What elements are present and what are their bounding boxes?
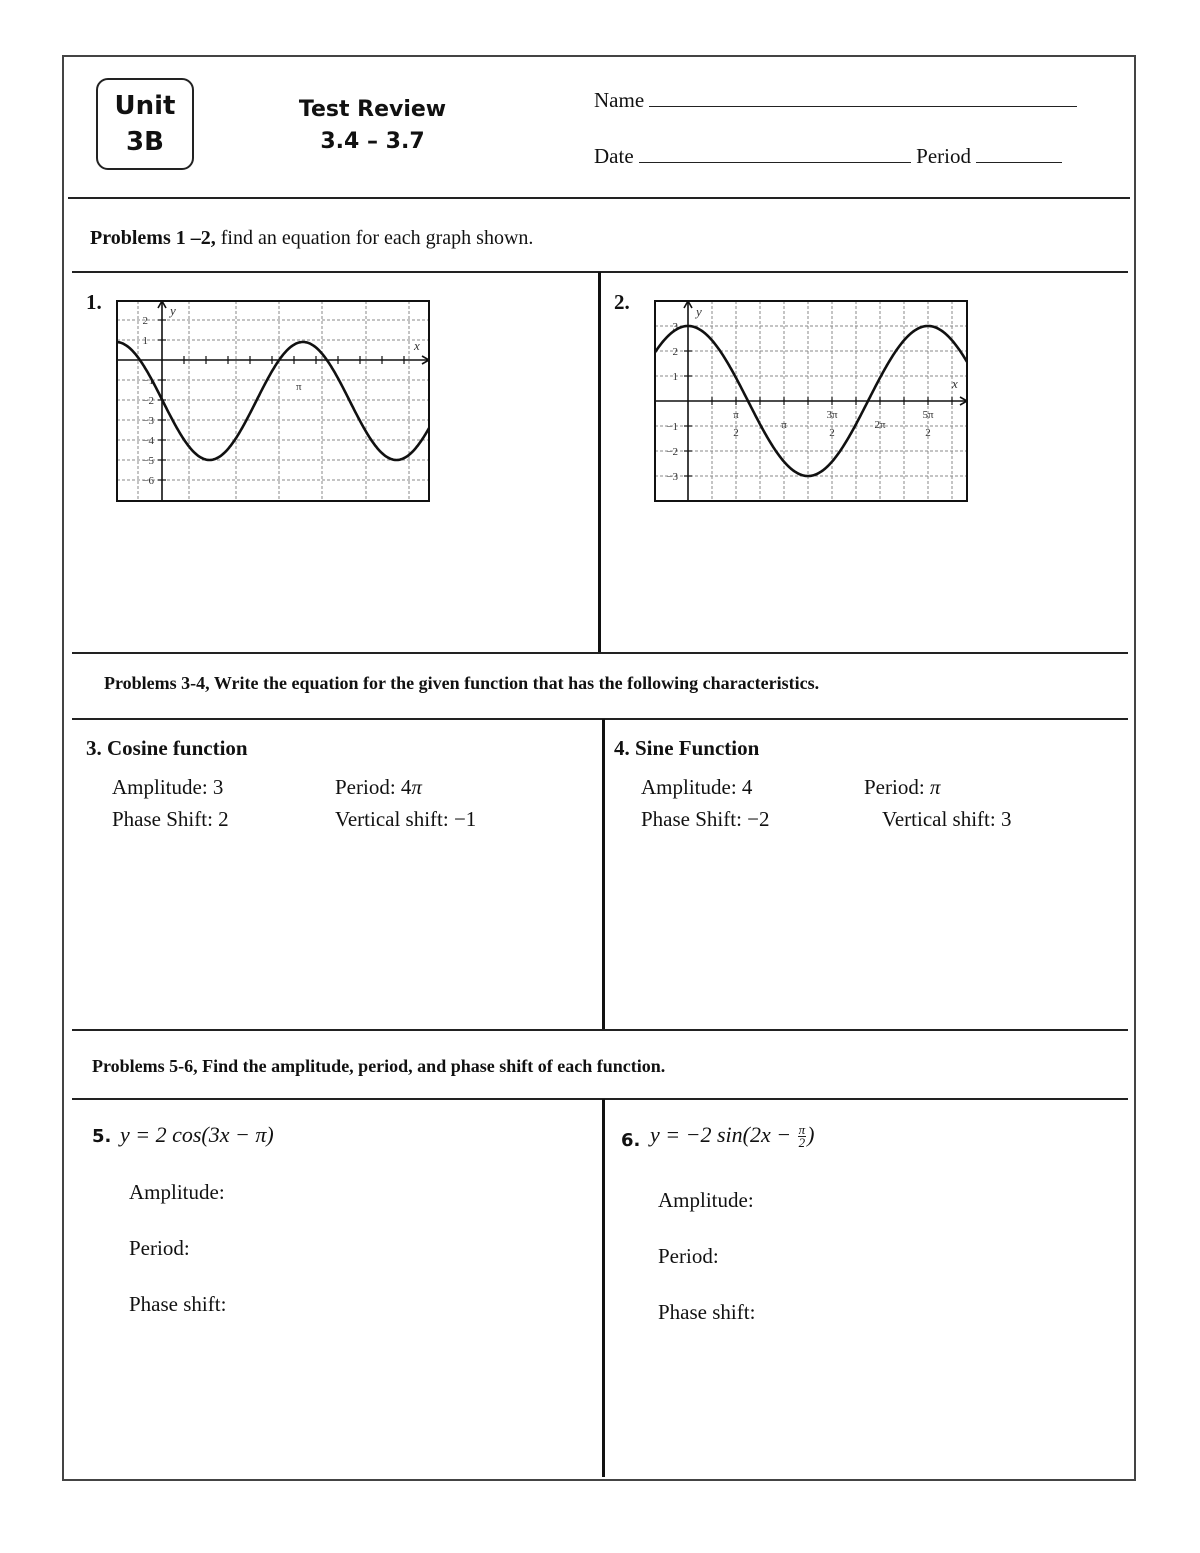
problem6-phase-label: Phase shift:	[658, 1300, 756, 1324]
problem2-number: 2.	[614, 290, 630, 314]
graph2-xtick-num: 3π	[826, 409, 838, 421]
graph2-ytick: −2	[666, 446, 678, 458]
section3-instruction	[92, 1056, 665, 1077]
divider-vertical-1	[598, 272, 601, 653]
graph2	[654, 300, 968, 502]
problem6-equation-end: )	[807, 1122, 815, 1147]
divider-section3	[72, 1098, 1128, 1100]
problem5-phase-label: Phase shift:	[129, 1292, 227, 1316]
problem6-number: 6.	[621, 1130, 641, 1151]
test-title-line1: Test Review	[298, 97, 447, 122]
problem5-amplitude-label: Amplitude:	[129, 1180, 225, 1204]
test-title-line2: 3.4 – 3.7	[320, 129, 425, 154]
date-label: Date	[594, 144, 634, 168]
problem1-number: 1.	[86, 290, 102, 314]
section2-instruction	[104, 673, 819, 694]
problem4-period-label: Period:	[864, 775, 930, 799]
graph1	[116, 300, 430, 502]
divider-section3-top	[72, 1029, 1128, 1031]
graph2-xtick-den: 2	[829, 427, 835, 439]
divider-header	[68, 197, 1130, 199]
problem3-period-pi: π	[411, 775, 422, 799]
graph1-ytick: −2	[142, 395, 154, 407]
unit-label: Unit	[114, 91, 176, 121]
graph2-ytick: 3	[672, 321, 678, 333]
problem6-amplitude-label: Amplitude:	[658, 1188, 754, 1212]
graph2-x-label: x	[952, 376, 958, 391]
graph1-ytick: −3	[142, 415, 154, 427]
divider-vertical-3	[602, 1099, 605, 1477]
section1-instruction-bold: Problems 1 –2,	[90, 227, 216, 249]
graph2-ytick: −1	[666, 421, 678, 433]
graph1-ytick: −4	[142, 435, 154, 447]
graph1-ytick: −1	[142, 375, 154, 387]
graph1-x-label: x	[414, 338, 420, 353]
name-field	[594, 88, 1077, 113]
graph2-xtick-num: 5π	[922, 409, 934, 421]
graph1-ytick: 1	[142, 335, 148, 347]
problem5-period-label: Period:	[129, 1236, 190, 1260]
problem4-period-pi: π	[929, 775, 941, 799]
name-label: Name	[594, 88, 645, 112]
problem3-amplitude: Amplitude: 3	[112, 775, 224, 799]
date-period-field	[594, 144, 1062, 169]
problem6-equation	[650, 1122, 814, 1149]
problem4-vertical-shift: Vertical shift: 3	[882, 807, 1012, 831]
problem6-equation-start: y = −2 sin(2x −	[650, 1122, 797, 1147]
worksheet-frame	[62, 55, 1136, 1481]
unit-badge	[96, 78, 194, 170]
graph2-y-label: y	[696, 304, 702, 319]
graph2-xtick-den: 2	[925, 427, 931, 439]
problem6-frac-den: 2	[798, 1135, 806, 1151]
section2-instruction-bold: Problems 3-4, Write the equation for the given function that has the following characteristics.	[104, 673, 820, 693]
graph2-xtick-pi: π	[781, 419, 787, 431]
section1-instruction-rest: find an equation for each graph shown.	[215, 227, 534, 249]
period-label: Period	[916, 144, 971, 168]
graph1-ytick: −6	[142, 475, 154, 487]
period-blank[interactable]	[976, 162, 1062, 163]
divider-section2-top	[72, 652, 1128, 654]
problem3-period	[335, 775, 422, 800]
problem3-period-label: Period: 4	[335, 775, 412, 799]
graph1-ytick: 2	[142, 315, 148, 327]
test-title	[295, 94, 450, 158]
problem4-phase-shift: Phase Shift: −2	[641, 807, 770, 831]
graph2-xtick-den: 2	[733, 427, 739, 439]
problem6-frac-num: π	[798, 1122, 806, 1138]
graph2-xtick-num: π	[733, 409, 739, 421]
graph2-ytick: −3	[666, 471, 678, 483]
divider-section2	[72, 718, 1128, 720]
section3-instruction-bold: Problems 5-6, Find the amplitude, period, and phase shift of each function.	[92, 1056, 666, 1076]
problem4-period	[864, 775, 940, 800]
graph1-tick-pi: π	[296, 381, 302, 393]
graph2-ytick: 2	[672, 346, 678, 358]
problem4-title: 4. Sine Function	[614, 736, 760, 760]
problem3-title: 3. Cosine function	[86, 736, 248, 760]
graph1-y-label: y	[170, 303, 176, 318]
problem6-fraction	[798, 1124, 807, 1149]
problem5-equation: y = 2 cos(3x − π)	[120, 1122, 274, 1147]
problem4-amplitude: Amplitude: 4	[641, 775, 753, 799]
unit-number: 3B	[126, 127, 164, 157]
section1-instruction	[90, 227, 533, 250]
problem6-period-label: Period:	[658, 1244, 719, 1268]
divider-vertical-2	[602, 719, 605, 1030]
graph1-ytick: −5	[142, 455, 154, 467]
problem3-vertical-shift: Vertical shift: −1	[335, 807, 477, 831]
graph1-labels	[142, 303, 420, 487]
graph2-ytick: 1	[672, 371, 678, 383]
name-blank[interactable]	[649, 106, 1077, 107]
problem3-phase-shift: Phase Shift: 2	[112, 807, 229, 831]
graph2-xtick-2pi: 2π	[874, 419, 886, 431]
date-blank[interactable]	[639, 162, 911, 163]
problem5-number: 5.	[92, 1126, 112, 1147]
